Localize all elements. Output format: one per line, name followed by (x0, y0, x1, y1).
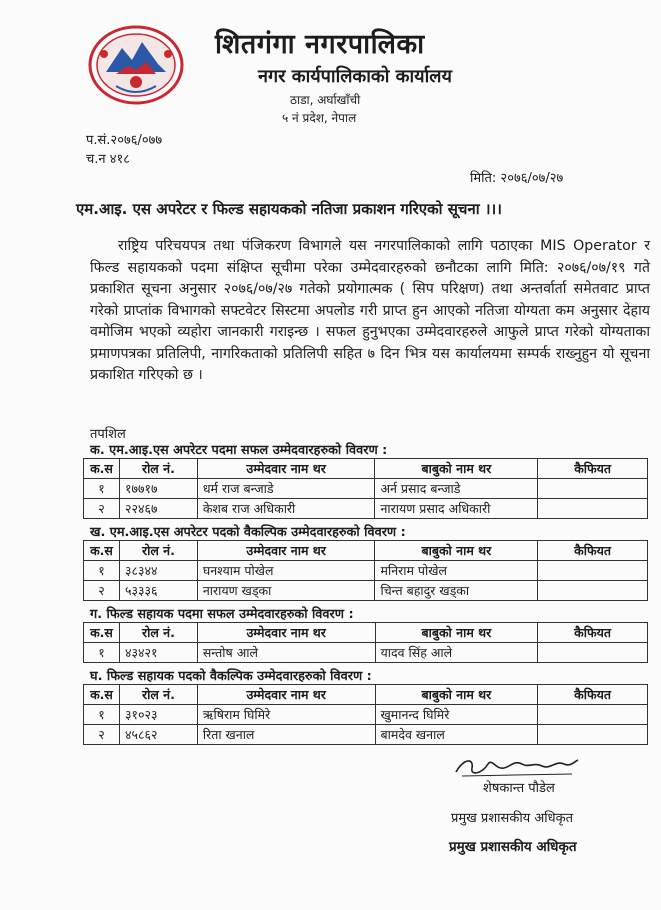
address-line-1: ठाडा, अर्घाखाँची (290, 93, 361, 107)
cell-remarks (538, 479, 648, 499)
col-header-remarks: कैफियत (538, 623, 648, 643)
cell-name: सन्तोष आले (197, 643, 375, 663)
cell-sn: २ (84, 725, 120, 745)
cell-sn: २ (84, 499, 120, 519)
col-header-remarks: कैफियत (538, 541, 648, 561)
handwritten-signature (452, 754, 582, 780)
col-header-sn: क.स (84, 685, 120, 705)
cell-roll: १७७१७ (119, 479, 197, 499)
cell-father: मनिराम पोखेल (375, 561, 538, 581)
reference-number: प.सं.२०७६/०७७ (86, 133, 163, 148)
section-heading-gha: घ. फिल्ड सहायक पदको वैकल्पिक उम्मेदवारहरुको विवरण : (90, 669, 372, 684)
cell-roll: २२४६७ (119, 499, 197, 519)
cell-name: नारायण खड्का (197, 581, 375, 601)
cell-name: रिता खनाल (197, 725, 375, 745)
col-header-name: उम्मेदवार नाम थर (197, 541, 375, 561)
address-line-2: ५ नं प्रदेश, नेपाल (282, 111, 357, 125)
table-header-row (84, 541, 648, 561)
col-header-roll: रोल नं. (119, 685, 197, 705)
cell-roll: ३१०२३ (119, 705, 197, 725)
cell-remarks (538, 561, 648, 581)
cell-remarks (538, 581, 648, 601)
table-row (84, 499, 648, 519)
cell-remarks (538, 725, 648, 745)
cell-sn: १ (84, 561, 120, 581)
col-header-roll: रोल नं. (119, 623, 197, 643)
table-row (84, 705, 648, 725)
cell-name: केशब राज अधिकारी (197, 499, 375, 519)
col-header-father: बाबुको नाम थर (375, 459, 538, 479)
cell-roll: ४३४२१ (119, 643, 197, 663)
cell-roll: ३८३४४ (119, 561, 197, 581)
cell-sn: १ (84, 705, 120, 725)
col-header-roll: रोल नं. (119, 541, 197, 561)
table-header-row (84, 623, 648, 643)
dispatch-number: च.न ४१८ (86, 152, 131, 167)
notice-body: राष्ट्रिय परिचयपत्र तथा पंजिकरण विभागले यस नगरपालिकाको लागि पठाएका MIS Operator र फिल्ड सहायकको पदमा संक्षिप्त सूचीमा परेका उम्मेदवारहरुको छनौटका लागि मिति: २०७६/०७/१९ गते प्रकाशित सूचना अनुसार २०७६/०७/२७ गतेको प्रयोगात्मक ( सिप परिक्षण) तथा अन्तर्वार्ता समेतवाट प्राप्त गरेको प्राप्तांक विभागको सफ्टवेटर सिस्टमा अपलोड गरी प्राप्त हुन आएको नतिजा योग्यता कम अनुसार देहाय वमोजिम भएको व्यहोरा जानकारी गराइन्छ । सफल हुनुभएका उम्मेदवारहरुले आफुले प्राप्त गरेको योग्यताका प्रमाणपत्रका प्रतिलिपी, नागरिकताको प्रतिलिपी सहित ७ दिन भित्र यस कार्यालयमा सम्पर्क राख्नुहुन यो सूचना प्रकाशित गरिएको छ । (90, 238, 650, 383)
cell-father: बामदेव खनाल (375, 725, 538, 745)
cell-name: ऋषिराम घिमिरे (197, 705, 375, 725)
appendix-label: तपशिल (90, 427, 126, 442)
cell-name: घनश्याम पोखेल (197, 561, 375, 581)
col-header-remarks: कैफियत (538, 685, 648, 705)
nepal-emblem-logo (86, 24, 186, 106)
cell-father: चिन्त बहादुर खड्का (375, 581, 538, 601)
table-row (84, 479, 648, 499)
results-table-gha (83, 684, 648, 745)
results-table-ka (83, 458, 648, 519)
col-header-remarks: कैफियत (538, 459, 648, 479)
cell-sn: १ (84, 643, 120, 663)
col-header-name: उम्मेदवार नाम थर (197, 623, 375, 643)
notice-date: मिति: २०७६/०७/२७ (470, 171, 564, 186)
section-heading-ka: क. एम.आइ.एस अपरेटर पदमा सफल उम्मेदवारहरुको विवरण : (90, 443, 388, 458)
signer-title: प्रमुख प्रशासकीय अधिकृत (451, 811, 574, 826)
org-name: शितगंगा नगरपालिका (215, 29, 425, 60)
cell-roll: ४५८६२ (119, 725, 197, 745)
cell-name: धर्म राज बन्जाडे (197, 479, 375, 499)
results-table-kha (83, 540, 648, 601)
cell-father: नारायण प्रसाद अधिकारी (375, 499, 538, 519)
cell-father: यादव सिंह आले (375, 643, 538, 663)
table-row (84, 581, 648, 601)
table-header-row (84, 459, 648, 479)
col-header-father: बाबुको नाम थर (375, 623, 538, 643)
table-row (84, 561, 648, 581)
results-table-ga (83, 622, 648, 663)
cell-father: खुमानन्द घिमिरे (375, 705, 538, 725)
cell-roll: ५३३३६ (119, 581, 197, 601)
col-header-name: उम्मेदवार नाम थर (197, 459, 375, 479)
cell-remarks (538, 643, 648, 663)
col-header-name: उम्मेदवार नाम थर (197, 685, 375, 705)
office-name: नगर कार्यपालिकाको कार्यालय (258, 66, 452, 87)
col-header-father: बाबुको नाम थर (375, 541, 538, 561)
signer-name: शेषकान्त पौडेल (483, 781, 555, 796)
cell-sn: २ (84, 581, 120, 601)
col-header-sn: क.स (84, 541, 120, 561)
notice-title: एम.आइ. एस अपरेटर र फिल्ड सहायकको नतिजा प्रकाशन गरिएको सूचना ।।। (76, 200, 502, 218)
section-heading-ga: ग. फिल्ड सहायक पदमा सफल उम्मेदवारहरुको विवरण : (90, 607, 354, 622)
cell-sn: १ (84, 479, 120, 499)
table-row (84, 725, 648, 745)
table-header-row (84, 685, 648, 705)
cell-father: अर्न प्रसाद बन्जाडे (375, 479, 538, 499)
cell-remarks (538, 705, 648, 725)
col-header-sn: क.स (84, 623, 120, 643)
col-header-father: बाबुको नाम थर (375, 685, 538, 705)
section-heading-kha: ख. एम.आइ.एस अपरेटर पदको वैकल्पिक उम्मेदवारहरुको विवरण : (90, 525, 406, 540)
col-header-sn: क.स (84, 459, 120, 479)
cell-remarks (538, 499, 648, 519)
table-row (84, 643, 648, 663)
official-stamp: प्रमुख प्रशासकीय अधिकृत (449, 839, 577, 855)
col-header-roll: रोल नं. (119, 459, 197, 479)
